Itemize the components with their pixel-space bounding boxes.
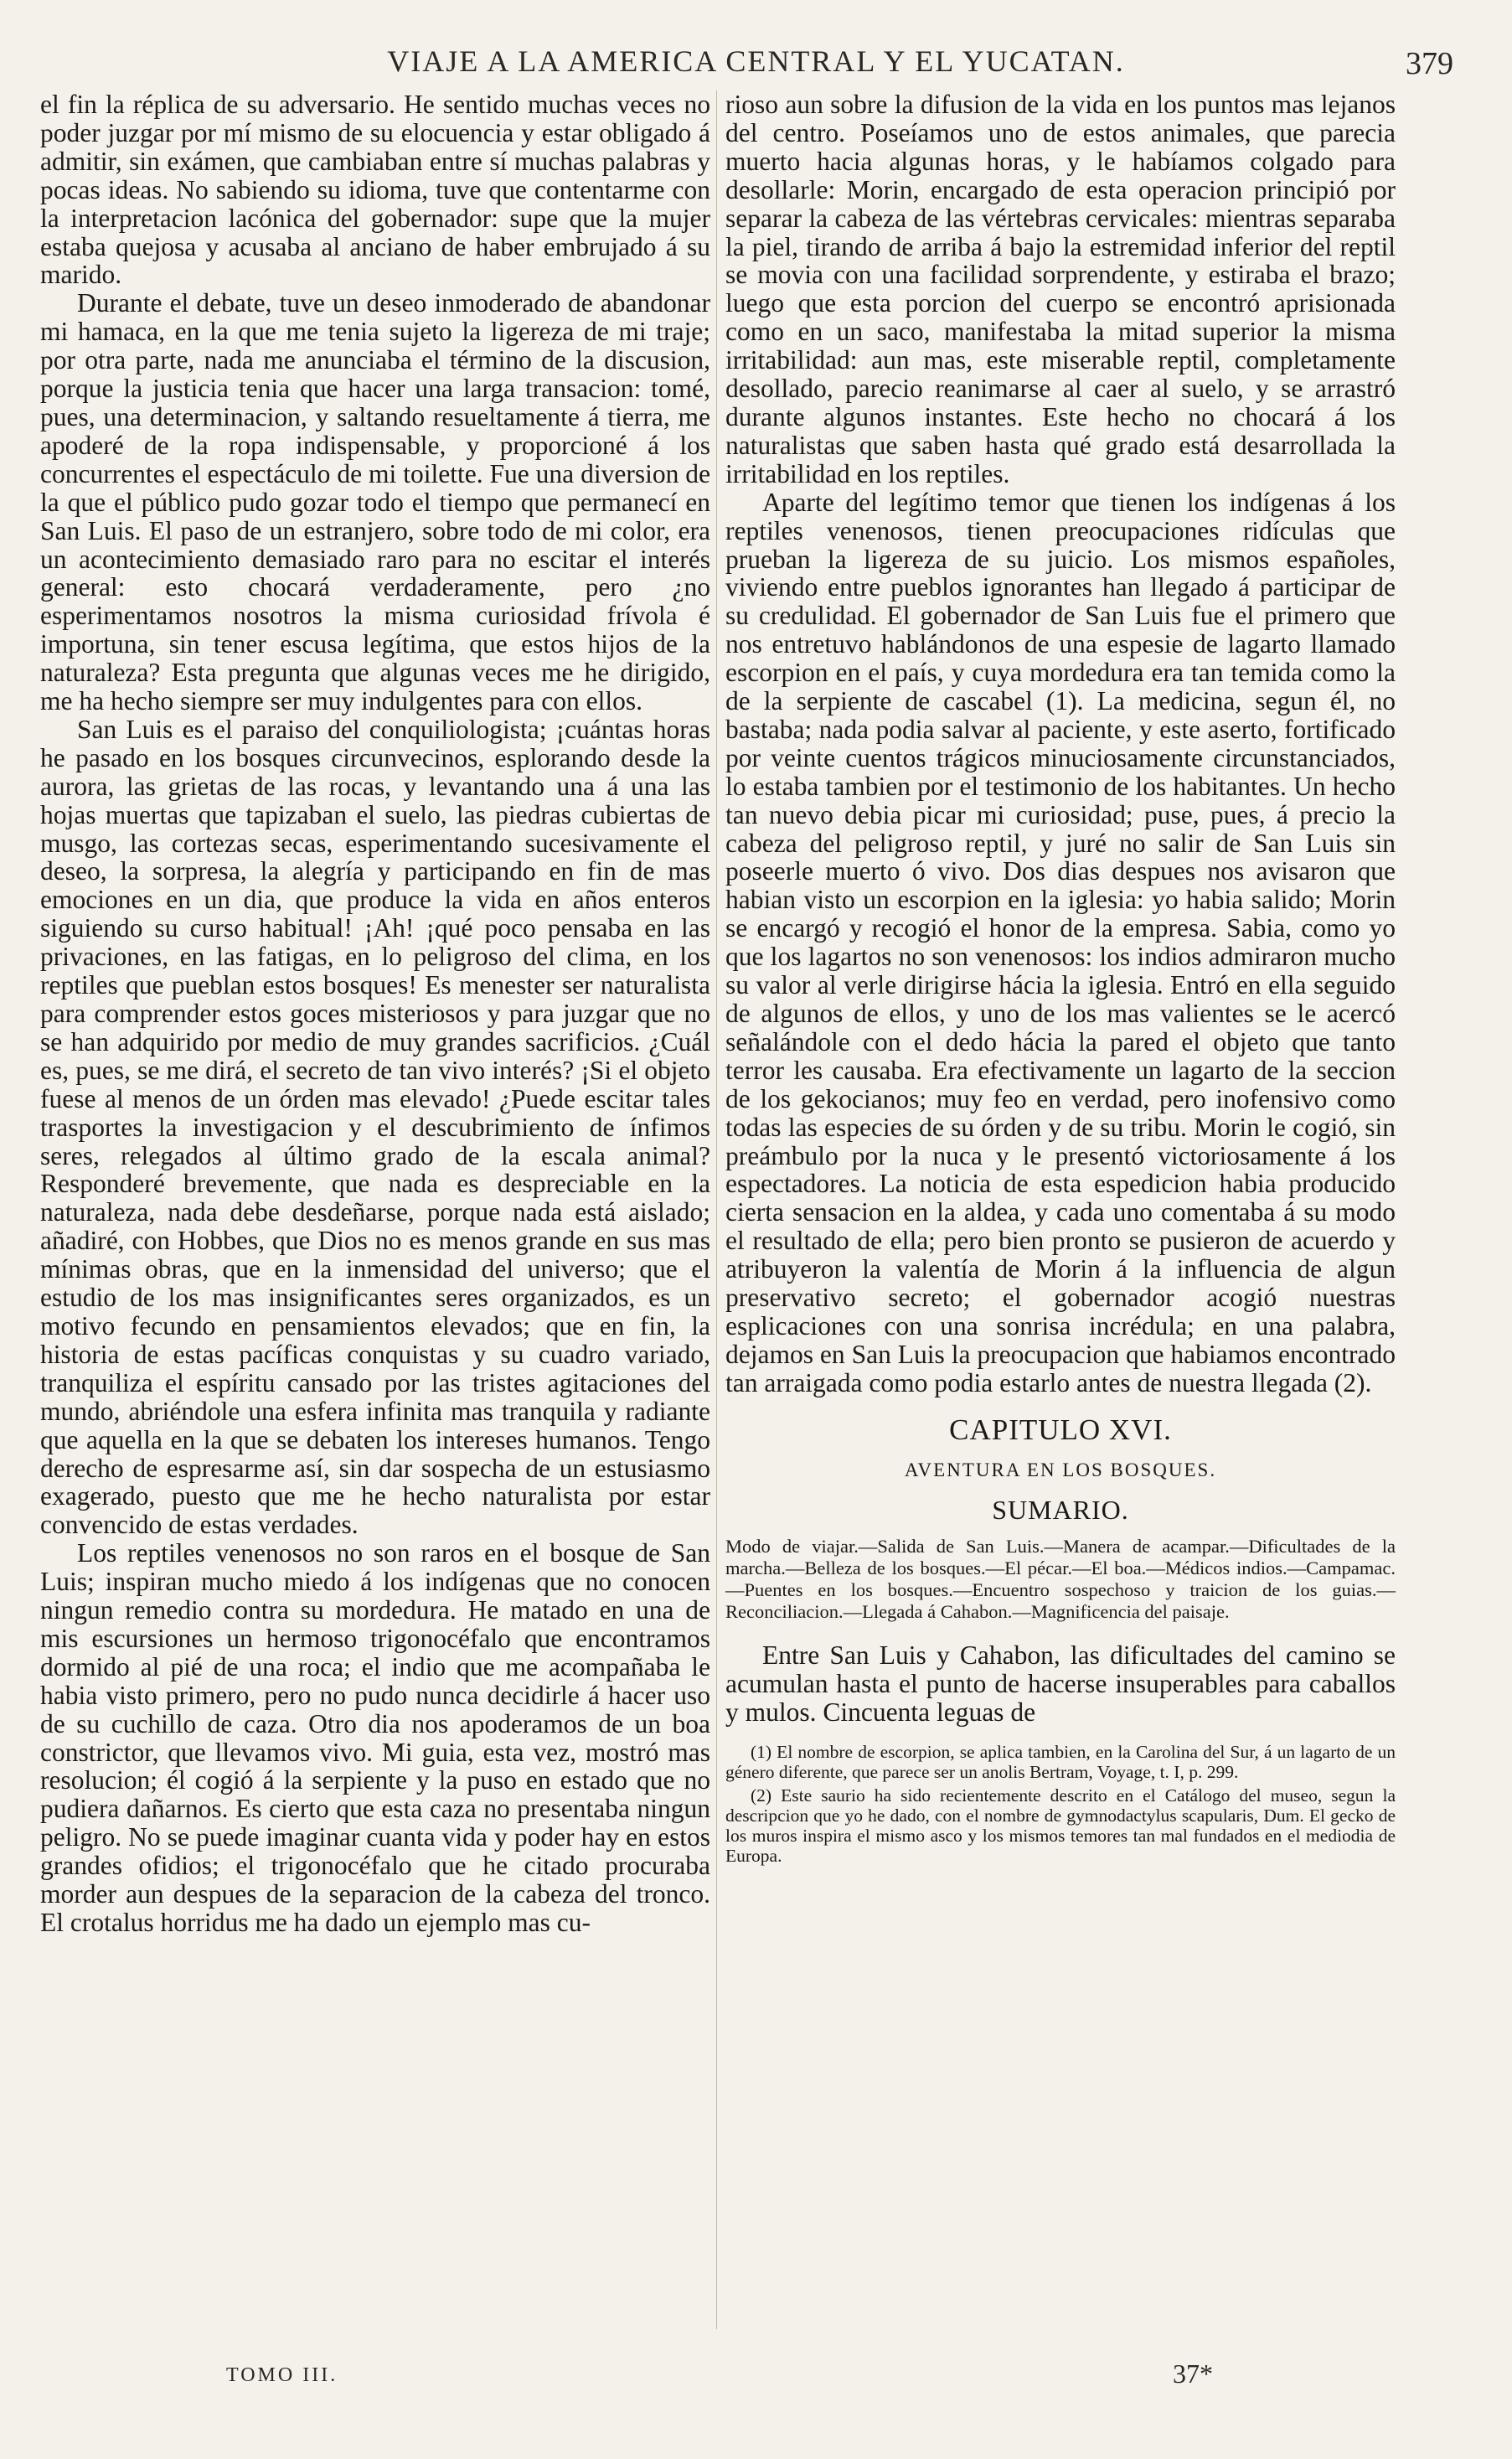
column-divider — [716, 90, 717, 2329]
summary-heading: SUMARIO. — [992, 1494, 1129, 1525]
signature-mark: 37* — [1173, 2358, 1213, 2389]
paragraph: rioso aun sobre la difusion de la vida en los puntos mas lejanos del centro. Poseíamos uno de estos animales, que parecia muerto hacia algunas horas, y le habíamos colgado para desollarle: Morin, encargado de esta operacion principió por separar la cabeza de las vértebras cervicales: mientras separaba la piel, tirando de arriba á bajo la estremidad inferior del reptil se movia con una facilidad sorprendente, y estiraba el brazo; luego que esta porcion del cuerpo se encontró aprisionada como en un saco, manifestaba la mitad superior la misma irritabilidad: aun mas, este miserable reptil, completamente desollado, parecio reanimarse al caer al suelo, y se arrastró durante algunos instantes. Este hecho no chocará á los naturalistas que saben hasta qué grado está desarrollada la irritabilidad en los reptiles. — [725, 90, 1396, 488]
paragraph: Los reptiles venenosos no son raros en el bosque de San Luis; inspiran mucho miedo á los indígenas que no conocen ningun remedio contra su mordedura. He matado en una de mis escursiones un hermoso trigonocéfalo que encontramos dormido al pié de una roca; el indio que me acompañaba le habia visto primero, pero no pudo nunca decidirle á hacer uso de su cuchillo de caza. Otro dia nos apoderamos de un boa constrictor, que llevamos vivo. Mi guia, esta vez, mostró mas resolucion; él cogió á la serpiente y la puso en estado que no pudiera dañarnos. Es cierto que esta caza no presentaba ningun peligro. No se puede imaginar cuanta vida y poder hay en estos grandes ofidios; el trigonocéfalo que he citado procuraba morder aun despues de la separacion de la cabeza del tronco. El crotalus horridus me ha dado un ejemplo mas cu- — [40, 1538, 710, 1937]
left-column — [40, 90, 710, 1937]
chapter-subtitle: AVENTURA EN LOS BOSQUES. — [904, 1459, 1217, 1480]
chapter-title: CAPITULO XVI. — [949, 1413, 1172, 1446]
footnotes — [725, 1742, 1396, 1866]
footnote: (1) El nombre de escorpion, se aplica tambien, en la Carolina del Sur, á un lagarto de un género diferente, que parece ser un anolis Bertram, Voyage, t. I, p. 299. — [725, 1742, 1396, 1783]
volume-label: TOMO III. — [226, 2364, 338, 2386]
paragraph: Entre San Luis y Cahabon, las dificultades del camino se acumulan hasta el punto de hacerse insuperables para caballos y mulos. Cincuenta leguas de — [725, 1640, 1396, 1728]
paragraph: San Luis es el paraiso del conquiliologista; ¡cuántas horas he pasado en los bosques circunvecinos, esplorando desde la aurora, las grietas de las rocas, y levantando una á una las hojas muertas que tapizaban el suelo, las piedras cubiertas de musgo, las cortezas secas, esperimentando sucesivamente el deseo, la sorpresa, la alegría y participando en fin de mas emociones en un dia, que produce la vida en años enteros siguiendo su curso habitual! ¡Ah! ¡qué poco pensaba en las privaciones, en las fatigas, en lo peligroso del clima, en los reptiles que pueblan estos bosques! Es menester ser naturalista para comprender estos goces misteriosos y para juzgar que no se han adquirido por medio de muy grandes sacrificios. ¿Cuál es, pues, se me dirá, el secreto de tan vivo interés? ¡Si el objeto fuese al menos de un órden mas elevado! ¿Puede escitar tales trasportes la investigacion y el descubrimiento de ínfimos seres, relegados al último grado de la escala animal? Responderé brevemente, que nada es despreciable en la naturaleza, nada debe desdeñarse, porque nada está aislado; añadiré, con Hobbes, que Dios no es menos grande en sus mas mínimas obras, que en la inmensidad del universo; que el estudio de los mas insignificantes seres organizados, es un motivo fecundo en pensamientos elevados; que en fin, la historia de estas pacíficas conquistas y su cuadro variado, tranquiliza el espíritu cansado por las tristes agitaciones del mundo, abriéndole una esfera infinita mas tranquila y radiante que aquella en la que se debaten los intereses humanos. Tengo derecho de espresarme así, sin dar sospecha de un estusiasmo exagerado, puesto que me he hecho naturalista por estar convencido de estas verdades. — [40, 714, 710, 1540]
page-number: 379 — [1406, 46, 1453, 81]
paragraph: el fin la réplica de su adversario. He sentido muchas veces no poder juzgar por mí mismo de su elocuencia y estar obligado á admitir, sin exámen, que cambiaban entre sí muchas palabras y pocas ideas. No sabiendo su idioma, tuve que contentarme con la interpretacion lacónica del gobernador: supe que la mujer estaba quejosa y acusaba al anciano de haber embrujado á su marido. — [40, 90, 710, 290]
paragraph: Aparte del legítimo temor que tienen los indígenas á los reptiles venenosos, tienen preocupaciones ridículas que prueban la ligereza de su juicio. Los mismos españoles, viviendo entre pueblos ignorantes han llegado á participar de su credulidad. El gobernador de San Luis fue el primero que nos entretuvo hablándonos de una espesie de lagarto llamado escorpion en el país, y cuya mordedura era tan temida como la de la serpiente de cascabel (1). La medicina, segun él, no bastaba; nada podia salvar al paciente, y este aserto, fortificado por veinte cuentos trágicos minuciosamente circunstanciados, lo estaba tambien por el testimonio de los habitantes. Un hecho tan nuevo debia picar mi curiosidad; puse, pues, á precio la cabeza del peligroso reptil, y juré no salir de San Luis sin poseerle muerto ó vivo. Dos dias despues nos avisaron que habian visto un escorpion en la iglesia: yo habia salido; Morin se encargó y recogió el honor de la empresa. Sabia, como yo que los lagartos no son venenosos: los indios admiraron mucho su valor al verle dirigirse hácia la iglesia. Entró en ella seguido de algunos de ellos, y uno de los mas valientes se le acercó señalándole con el dedo hácia la pared el objeto que tanto terror les causaba. Era efectivamente un lagarto de la seccion de los gekocianos; muy feo en verdad, pero inofensivo como todas las especies de su órden y de su tribu. Morin le cogió, sin preámbulo por la nuca y le presentó victoriosamente á los espectadores. La noticia de esta espedicion habia producido cierta sensacion en la aldea, y cada uno comentaba á su modo el resultado de ella; pero bien pronto se pusieron de acuerdo y atribuyeron la valentía de Morin á la influencia de algun preservativo secreto; el gobernador acogió nuestras esplicaciones con una sonrisa incrédula; en una palabra, dejamos en San Luis la preocupacion que habiamos encontrado tan arraigada como podia estarlo antes de nuestra llegada (2). — [725, 487, 1396, 1397]
paragraph: Durante el debate, tuve un deseo inmoderado de abandonar mi hamaca, en la que me tenia sujeto la ligereza de mi traje; por otra parte, nada me anunciaba el término de la discusion, porque la justicia tenia que hacer una larga transacion: tomé, pues, una determinacion, y saltando resueltamente á tierra, me apoderé de la ropa indispensable, y proporcioné á los concurrentes el espectáculo de mi toilette. Fue una diversion de la que el público pudo gozar todo el tiempo que permanecí en San Luis. El paso de un estranjero, sobre todo de mi color, era un acontecimiento demasiado raro para no escitar el interés general: esto chocará verdaderamente, pero ¿no esperimentamos nosotros la misma curiosidad frívola é importuna, sin tener escusa legítima, que estos hijos de la naturaleza? Esta pregunta que algunas veces me he dirigido, me ha hecho siempre ser muy indulgentes para con ellos. — [40, 288, 710, 716]
chapter-summary: Modo de viajar.—Salida de San Luis.—Manera de acampar.—Dificultades de la marcha.—Belleza de los bosques.—El pécar.—El boa.—Médicos indios.—Campamac.—Puentes en los bosques.—Encuentro sospechoso y traicion de los guias.—Reconciliacion.—Llegada á Cahabon.—Magnificencia del paisaje. — [725, 1536, 1396, 1623]
footnote: (2) Este saurio ha sido recientemente descrito en el Catálogo del museo, segun la descripcion que yo he dado, con el nombre de gymnodactylus scapularis, Dum. El gecko de los muros inspira el mismo asco y los mismos temores tan mal fundados en el mediodia de Europa. — [725, 1785, 1396, 1867]
right-column — [725, 90, 1396, 1869]
running-title: VIAJE A LA AMERICA CENTRAL Y EL YUCATAN. — [387, 44, 1125, 78]
